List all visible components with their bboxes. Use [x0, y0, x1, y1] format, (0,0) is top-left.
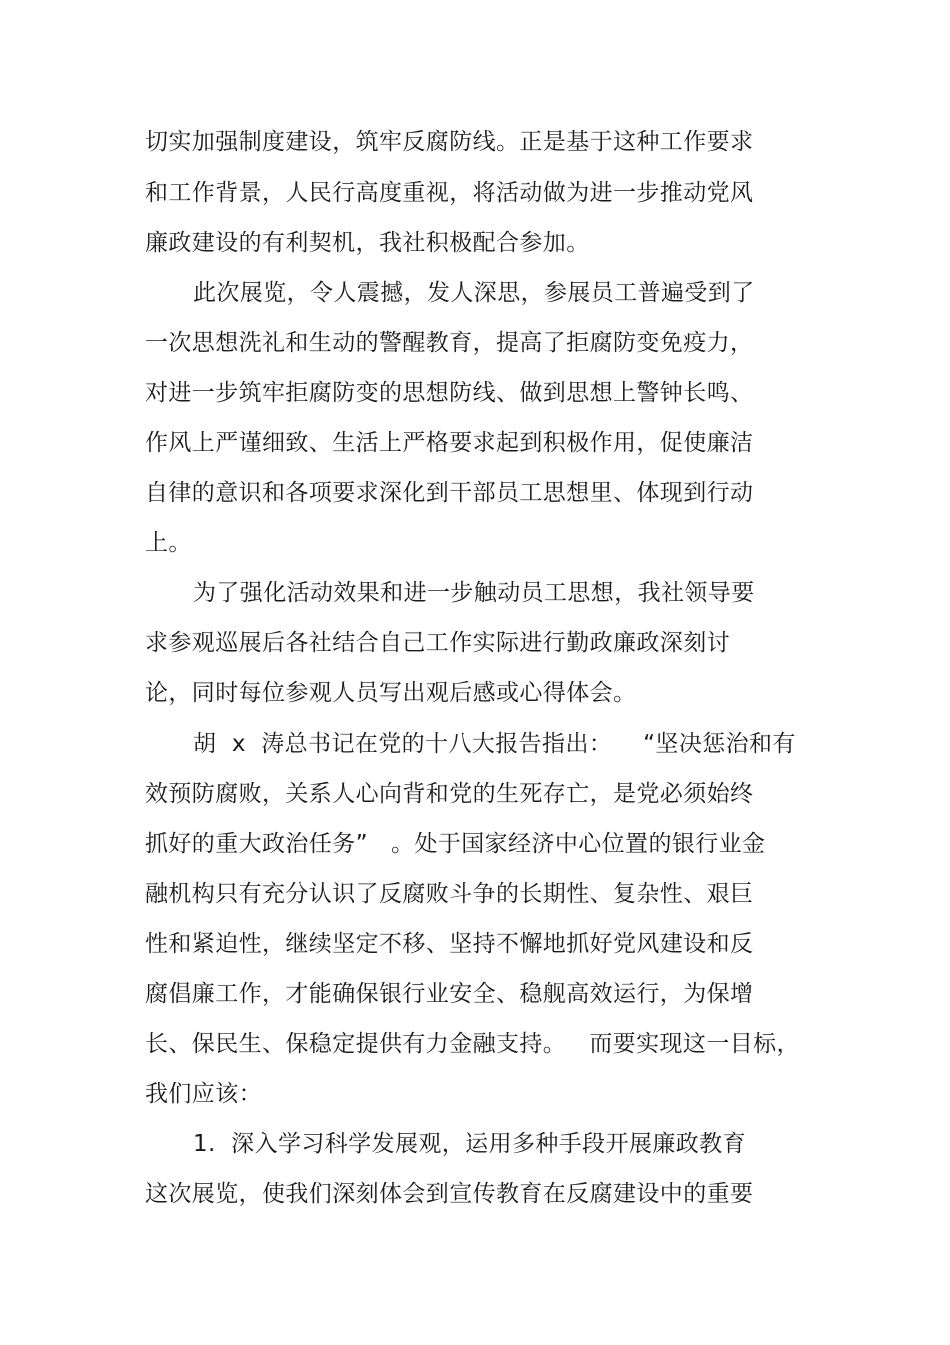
text-line: 长、保民生、保稳定提供有力金融支持。 而要实现这一目标，	[145, 1031, 800, 1057]
paragraph-first-line: 此次展览，令人震撼，发人深思，参展员工普遍受到了	[193, 280, 755, 306]
text-line: 融机构只有充分认识了反腐败斗争的长期性、复杂性、艰巨	[145, 881, 754, 907]
text-line: 切实加强制度建设，筑牢反腐防线。正是基于这种工作要求	[145, 129, 754, 155]
text-line: 论，同时每位参观人员写出观后感或心得体会。	[145, 680, 637, 706]
paragraph-first-line: 胡 x 涛总书记在党的十八大报告指出： “坚决惩治和有	[193, 731, 796, 757]
text-line: 和工作背景，人民行高度重视，将活动做为进一步推动党风	[145, 180, 754, 206]
text-line: 我们应该：	[145, 1081, 262, 1107]
text-line: 一次思想洗礼和生动的警醒教育，提高了拒腐防变免疫力，	[145, 330, 754, 356]
text-line: 抓好的重大政治任务” 。处于国家经济中心位置的银行业金	[145, 831, 766, 857]
text-line: 廉政建设的有利契机，我社积极配合参加。	[145, 230, 590, 256]
text-line: 这次展览，使我们深刻体会到宣传教育在反腐建设中的重要	[145, 1181, 754, 1207]
text-line: 对进一步筑牢拒腐防变的思想防线、做到思想上警钟长鸣、	[145, 380, 754, 406]
text-line: 性和紧迫性，继续坚定不移、坚持不懈地抓好党风建设和反	[145, 931, 754, 957]
text-line: 自律的意识和各项要求深化到干部员工思想里、体现到行动	[145, 480, 754, 506]
text-line: 腐倡廉工作，才能确保银行业安全、稳舰高效运行，为保增	[145, 981, 754, 1007]
numbered-heading: 1. 深入学习科学发展观，运用多种手段开展廉政教育	[193, 1131, 746, 1157]
text-line: 求参观巡展后各社结合自己工作实际进行勤政廉政深刻讨	[145, 630, 730, 656]
text-line: 作风上严谨细致、生活上严格要求起到积极作用，促使廉洁	[145, 430, 754, 456]
text-line: 上。	[145, 530, 192, 556]
paragraph-first-line: 为了强化活动效果和进一步触动员工思想，我社领导要	[193, 580, 755, 606]
text-line: 效预防腐败，关系人心向背和党的生死存亡，是党必须始终	[145, 781, 754, 807]
